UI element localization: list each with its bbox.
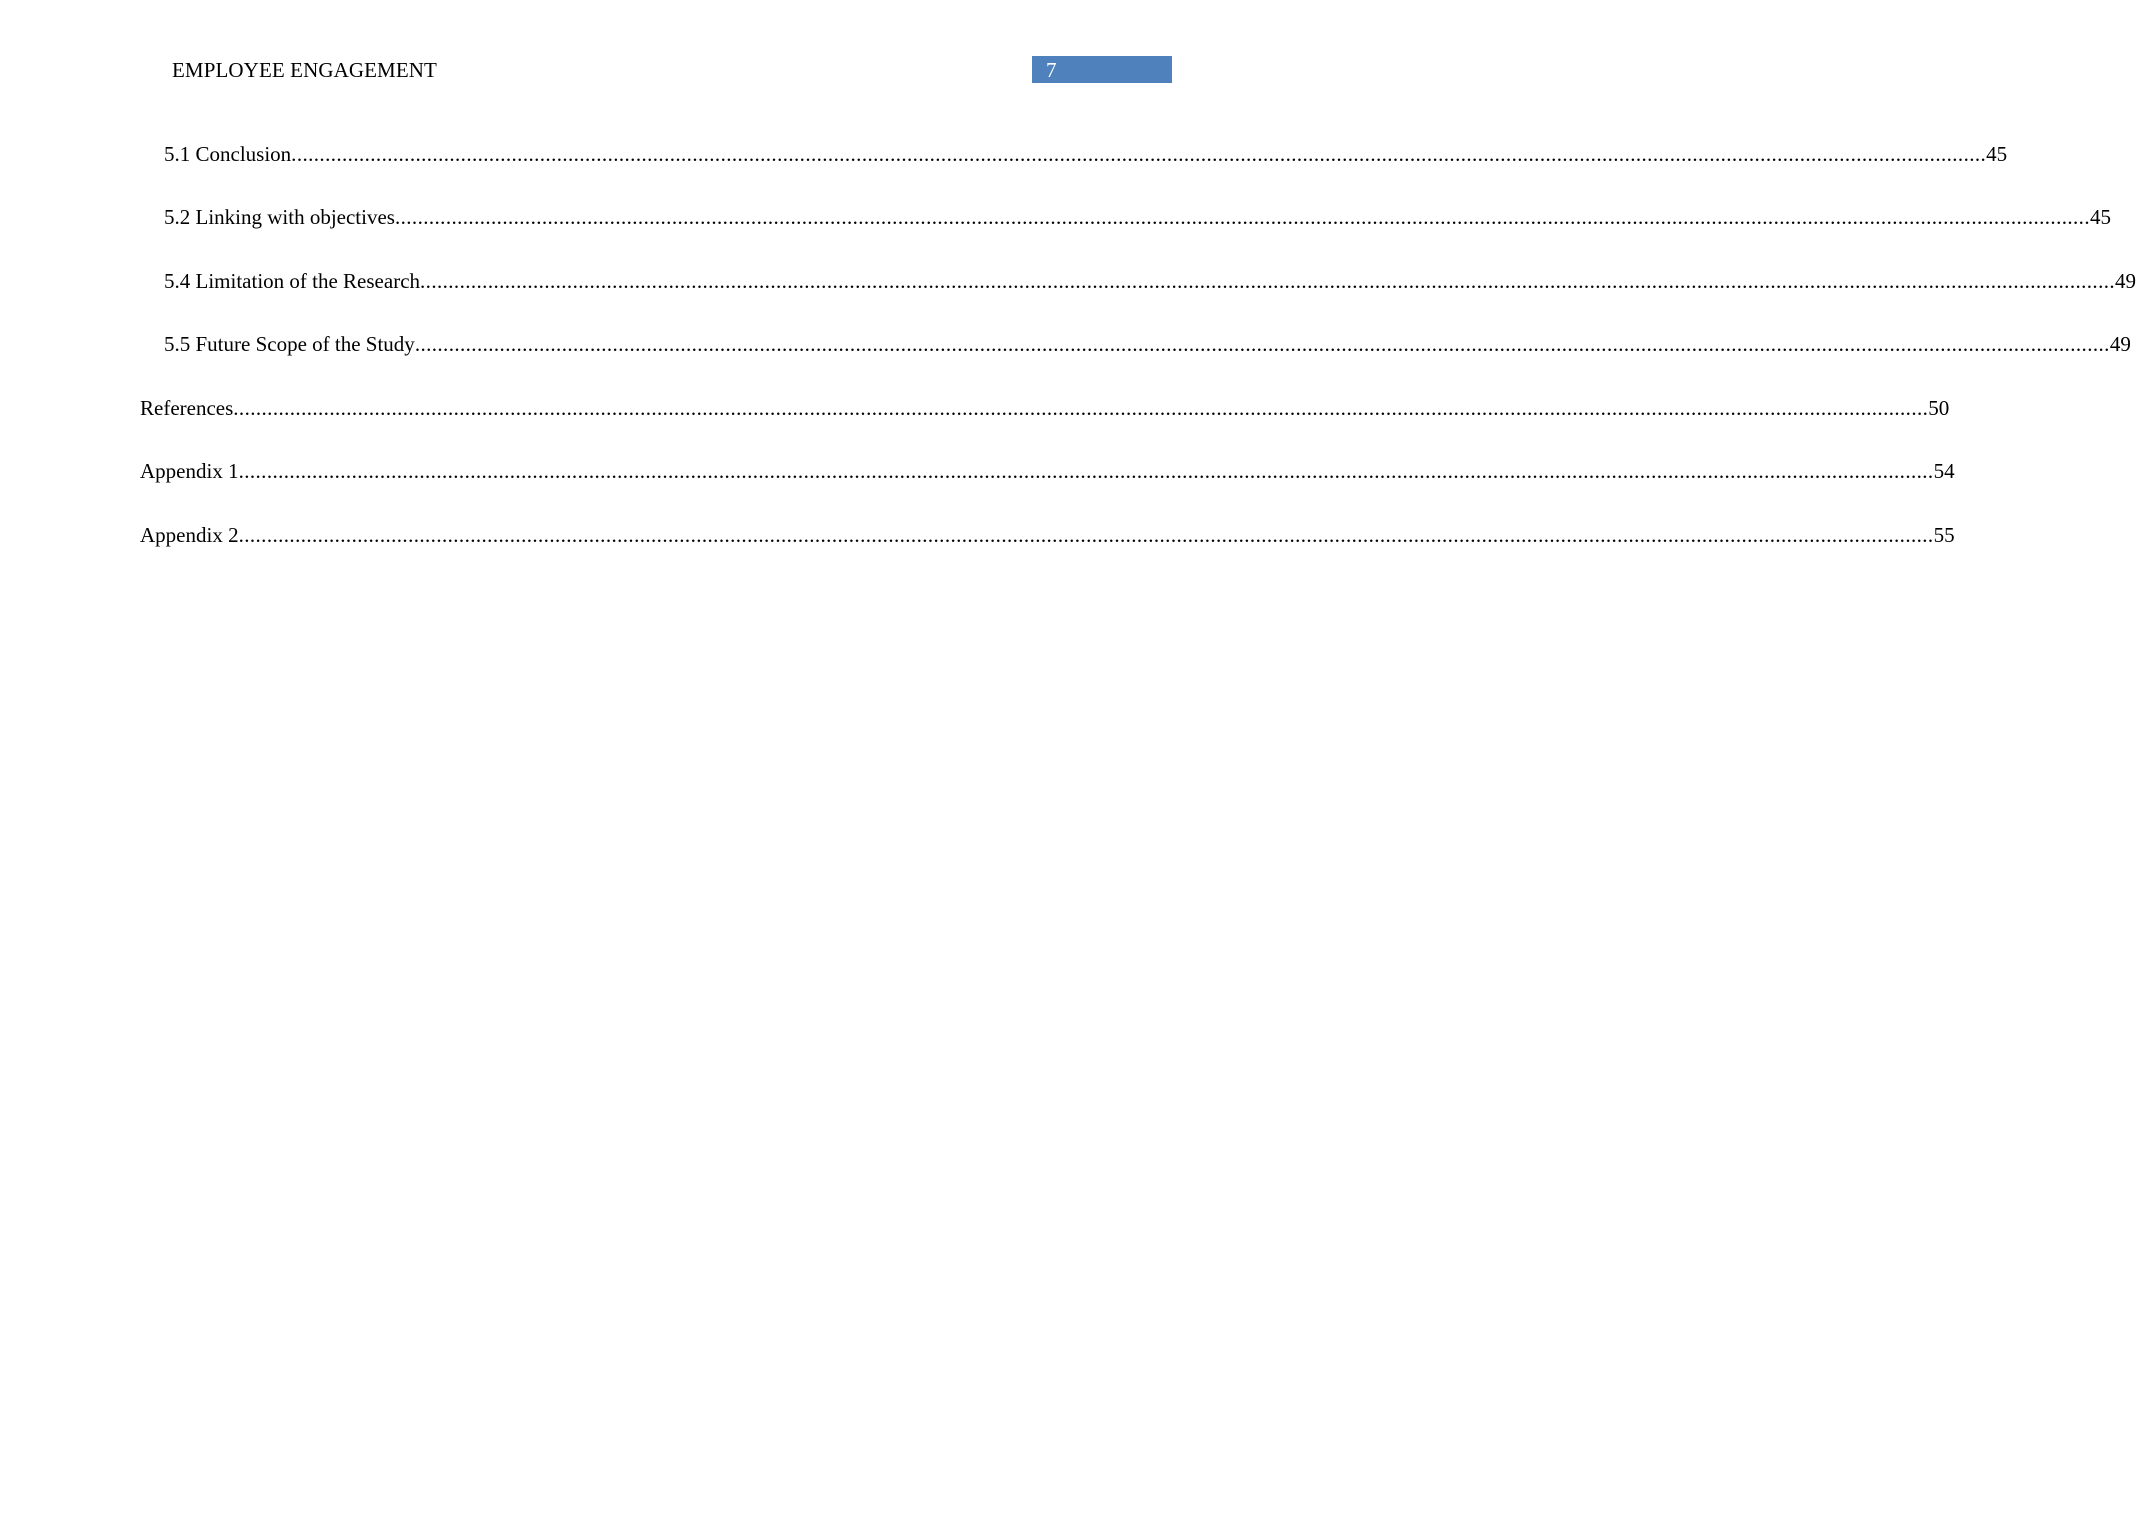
toc-entry-page: 49 — [2109, 332, 2131, 356]
toc-dot-leader: ............................................................................................................................................................................................................................................................................................................ — [420, 269, 2116, 293]
toc-entry-label: 5.1 Conclusion — [164, 142, 292, 166]
toc-entry-page: 54 — [1933, 459, 1955, 483]
toc-dot-leader: ............................................................................................................................................................................................................................................................................................................ — [233, 396, 1929, 420]
toc-entry-future-scope[interactable] — [164, 330, 2131, 358]
toc-dot-leader: ............................................................................................................................................................................................................................................................................................................ — [414, 332, 2110, 356]
toc-entry-label: 5.5 Future Scope of the Study — [164, 332, 415, 356]
toc-entry-page: 50 — [1928, 396, 1950, 420]
toc-dot-leader: ............................................................................................................................................................................................................................................................................................................ — [238, 459, 1934, 483]
toc-entry-page: 55 — [1933, 523, 1955, 547]
toc-entry-label: 5.4 Limitation of the Research — [164, 269, 421, 293]
toc-dot-leader: ............................................................................................................................................................................................................................................................................................................ — [394, 205, 2090, 229]
toc-entry-linking-with-objectives[interactable] — [164, 203, 2111, 231]
toc-entry-conclusion[interactable] — [164, 140, 2008, 168]
toc-entry-limitation-of-research[interactable] — [164, 267, 2136, 295]
toc-entry-label: Appendix 2 — [140, 523, 239, 547]
toc-entry-label: References — [140, 396, 234, 420]
running-title: EMPLOYEE ENGAGEMENT — [172, 58, 437, 82]
toc-entry-references[interactable] — [140, 394, 1950, 422]
page-number: 7 — [1046, 58, 1057, 82]
toc-dot-leader: ............................................................................................................................................................................................................................................................................................................ — [291, 142, 1987, 166]
toc-entry-label: 5.2 Linking with objectives — [164, 205, 395, 229]
page-number-box — [1032, 56, 1172, 83]
page-header — [0, 56, 1190, 84]
toc-entry-page: 45 — [2089, 205, 2111, 229]
toc-entry-page: 49 — [2115, 269, 2136, 293]
toc-entry-label: Appendix 1 — [140, 459, 239, 483]
toc-entry-appendix-2[interactable] — [140, 521, 1955, 549]
toc-entry-appendix-1[interactable] — [140, 457, 1955, 485]
toc-entry-page: 45 — [1986, 142, 2008, 166]
toc-dot-leader: ............................................................................................................................................................................................................................................................................................................ — [238, 523, 1934, 547]
